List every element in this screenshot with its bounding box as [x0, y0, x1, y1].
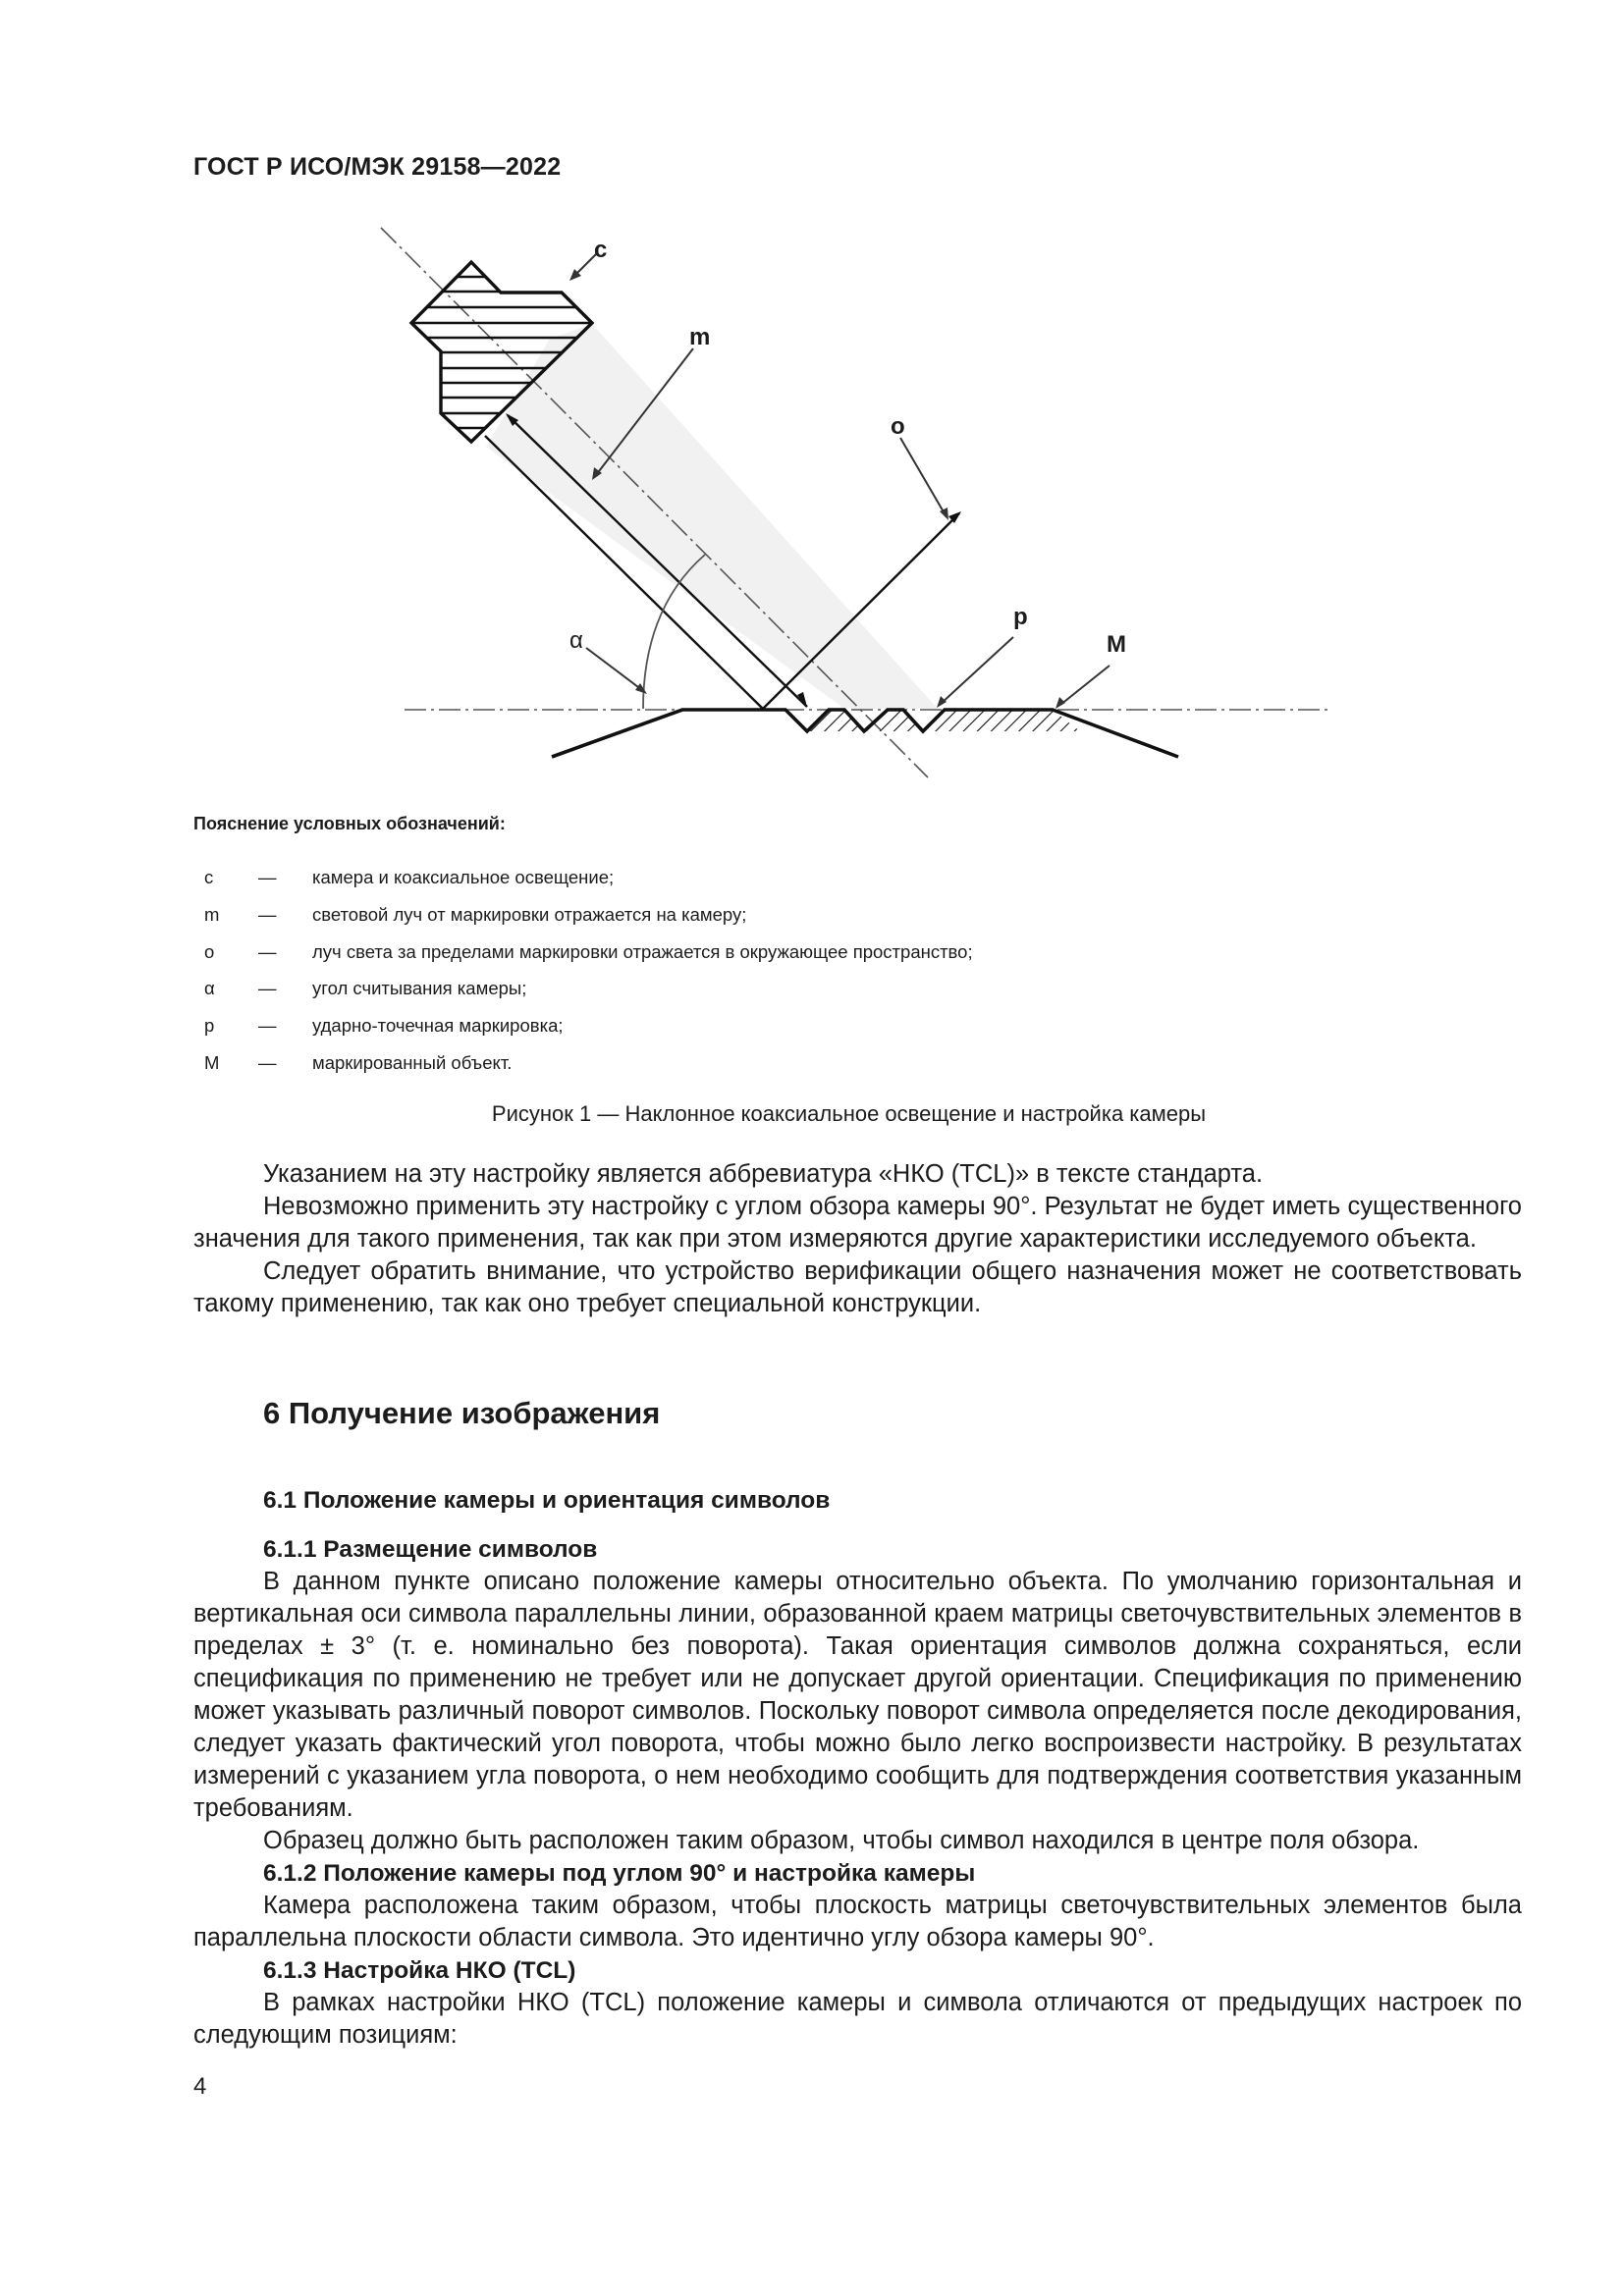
paragraph: Следует обратить внимание, что устройство верификации общего назначения может не соответствовать такому применению, так как оно требует специальной конструкции.	[193, 1257, 1522, 1317]
label-alpha: α	[569, 627, 583, 654]
legend-item	[0, 1015, 1624, 1044]
paragraph: В данном пункте описано положение камеры относительно объекта. По умолчанию горизонтальная и вертикальная оси символа параллельны линии, образованной краем матрицы светочувствительных элементов в пределах ± 3° (т. е. номинально без поворота). Такая ориентация символов должна сохраняться, если спецификация по применению не требует или не допускает другой ориентации. Спецификация по применению может указывать различный поворот символов. Поскольку поворот символа определяется после декодирования, следует указать фактический угол поворота, чтобы можно было легко воспроизвести настройку. В результатах измерений с указанием угла поворота, о нем необходимо сообщить для подтверждения соответствия указанным требованиям.	[193, 1568, 1522, 1822]
legend-dash: —	[258, 941, 277, 962]
paragraph: Указанием на эту настройку является аббревиатура «НКО (TCL)» в тексте стандарта.	[263, 1160, 1264, 1188]
section-6-1-3-heading: 6.1.3 Настройка НКО (TCL)	[263, 1957, 576, 1984]
section-6-1-body	[193, 1533, 1522, 2052]
section-6-1-2-heading: 6.1.2 Положение камеры под углом 90° и настройка камеры	[263, 1860, 976, 1887]
paragraph: Образец должно быть расположен таким образом, чтобы символ находился в центре поля обзора.	[263, 1827, 1420, 1854]
paragraph: Невозможно применить эту настройку с углом обзора камеры 90°. Результат не будет иметь существенного значения для такого применения, так как при этом измеряются другие характеристики исследуемого объекта.	[193, 1193, 1522, 1253]
label-o: o	[891, 413, 905, 440]
legend-dash: —	[258, 1015, 277, 1036]
section-6-heading: 6 Получение изображения	[263, 1396, 661, 1430]
legend-dash: —	[258, 904, 277, 925]
paragraph: В рамках настройки НКО (TCL) положение камеры и символа отличаются от предыдущих настроек по следующим позициям:	[193, 1989, 1522, 2049]
legend-text: угол считывания камеры;	[312, 978, 527, 998]
legend-text: ударно-точечная маркировка;	[312, 1015, 564, 1036]
legend-symbol: c	[204, 867, 214, 887]
legend-item	[0, 978, 1624, 1007]
figure-caption	[0, 1101, 1624, 1127]
paragraph: Камера расположена таким образом, чтобы плоскость матрицы светочувствительных элементов была параллельна плоскости области символа. Это идентично углу обзора камеры 90°.	[193, 1892, 1522, 1951]
legend-text: луч света за пределами маркировки отражается в окружающее пространство;	[312, 941, 973, 962]
legend-symbol: p	[204, 1015, 215, 1036]
leader-alpha	[586, 648, 642, 690]
leader-o	[900, 438, 946, 515]
section-6-1-heading: 6.1 Положение камеры и ориентация символов	[263, 1487, 831, 1514]
legend-item	[0, 904, 1624, 934]
legend-title: Пояснение условных обозначений:	[193, 814, 506, 833]
legend-item	[0, 867, 1624, 896]
legend-dash: —	[258, 978, 277, 998]
camera-axis-line	[381, 228, 928, 777]
label-M: M	[1107, 631, 1126, 658]
page-number: 4	[193, 2073, 207, 2100]
section-6-1-1-heading: 6.1.1 Размещение символов	[263, 1536, 598, 1563]
legend-symbol: o	[204, 941, 215, 962]
label-c: c	[594, 237, 608, 263]
legend-item	[0, 941, 1624, 971]
leader-p	[941, 637, 1013, 704]
light-beam-band	[486, 324, 938, 709]
legend-dash: —	[258, 867, 277, 887]
figure-1-diagram	[0, 0, 1624, 805]
legend-text: камера и коаксиальное освещение;	[312, 867, 615, 887]
leader-M	[1060, 666, 1110, 705]
label-p: p	[1013, 604, 1028, 630]
marked-object-surface	[552, 710, 1178, 757]
legend-symbol: α	[204, 978, 215, 998]
legend-symbol: m	[204, 904, 220, 925]
intro-text	[193, 1158, 1522, 1320]
legend-text: маркированный объект.	[312, 1052, 513, 1073]
legend-text: световой луч от маркировки отражается на камеру;	[312, 904, 747, 925]
document-header: ГОСТ Р ИСО/МЭК 29158—2022	[193, 153, 562, 181]
label-m: m	[689, 324, 711, 350]
legend-symbol: M	[204, 1052, 220, 1073]
figure-caption-text: Рисунок 1 — Наклонное коаксиальное освещение и настройка камеры	[491, 1101, 1207, 1126]
legend-dash: —	[258, 1052, 277, 1073]
legend-item	[0, 1052, 1624, 1082]
